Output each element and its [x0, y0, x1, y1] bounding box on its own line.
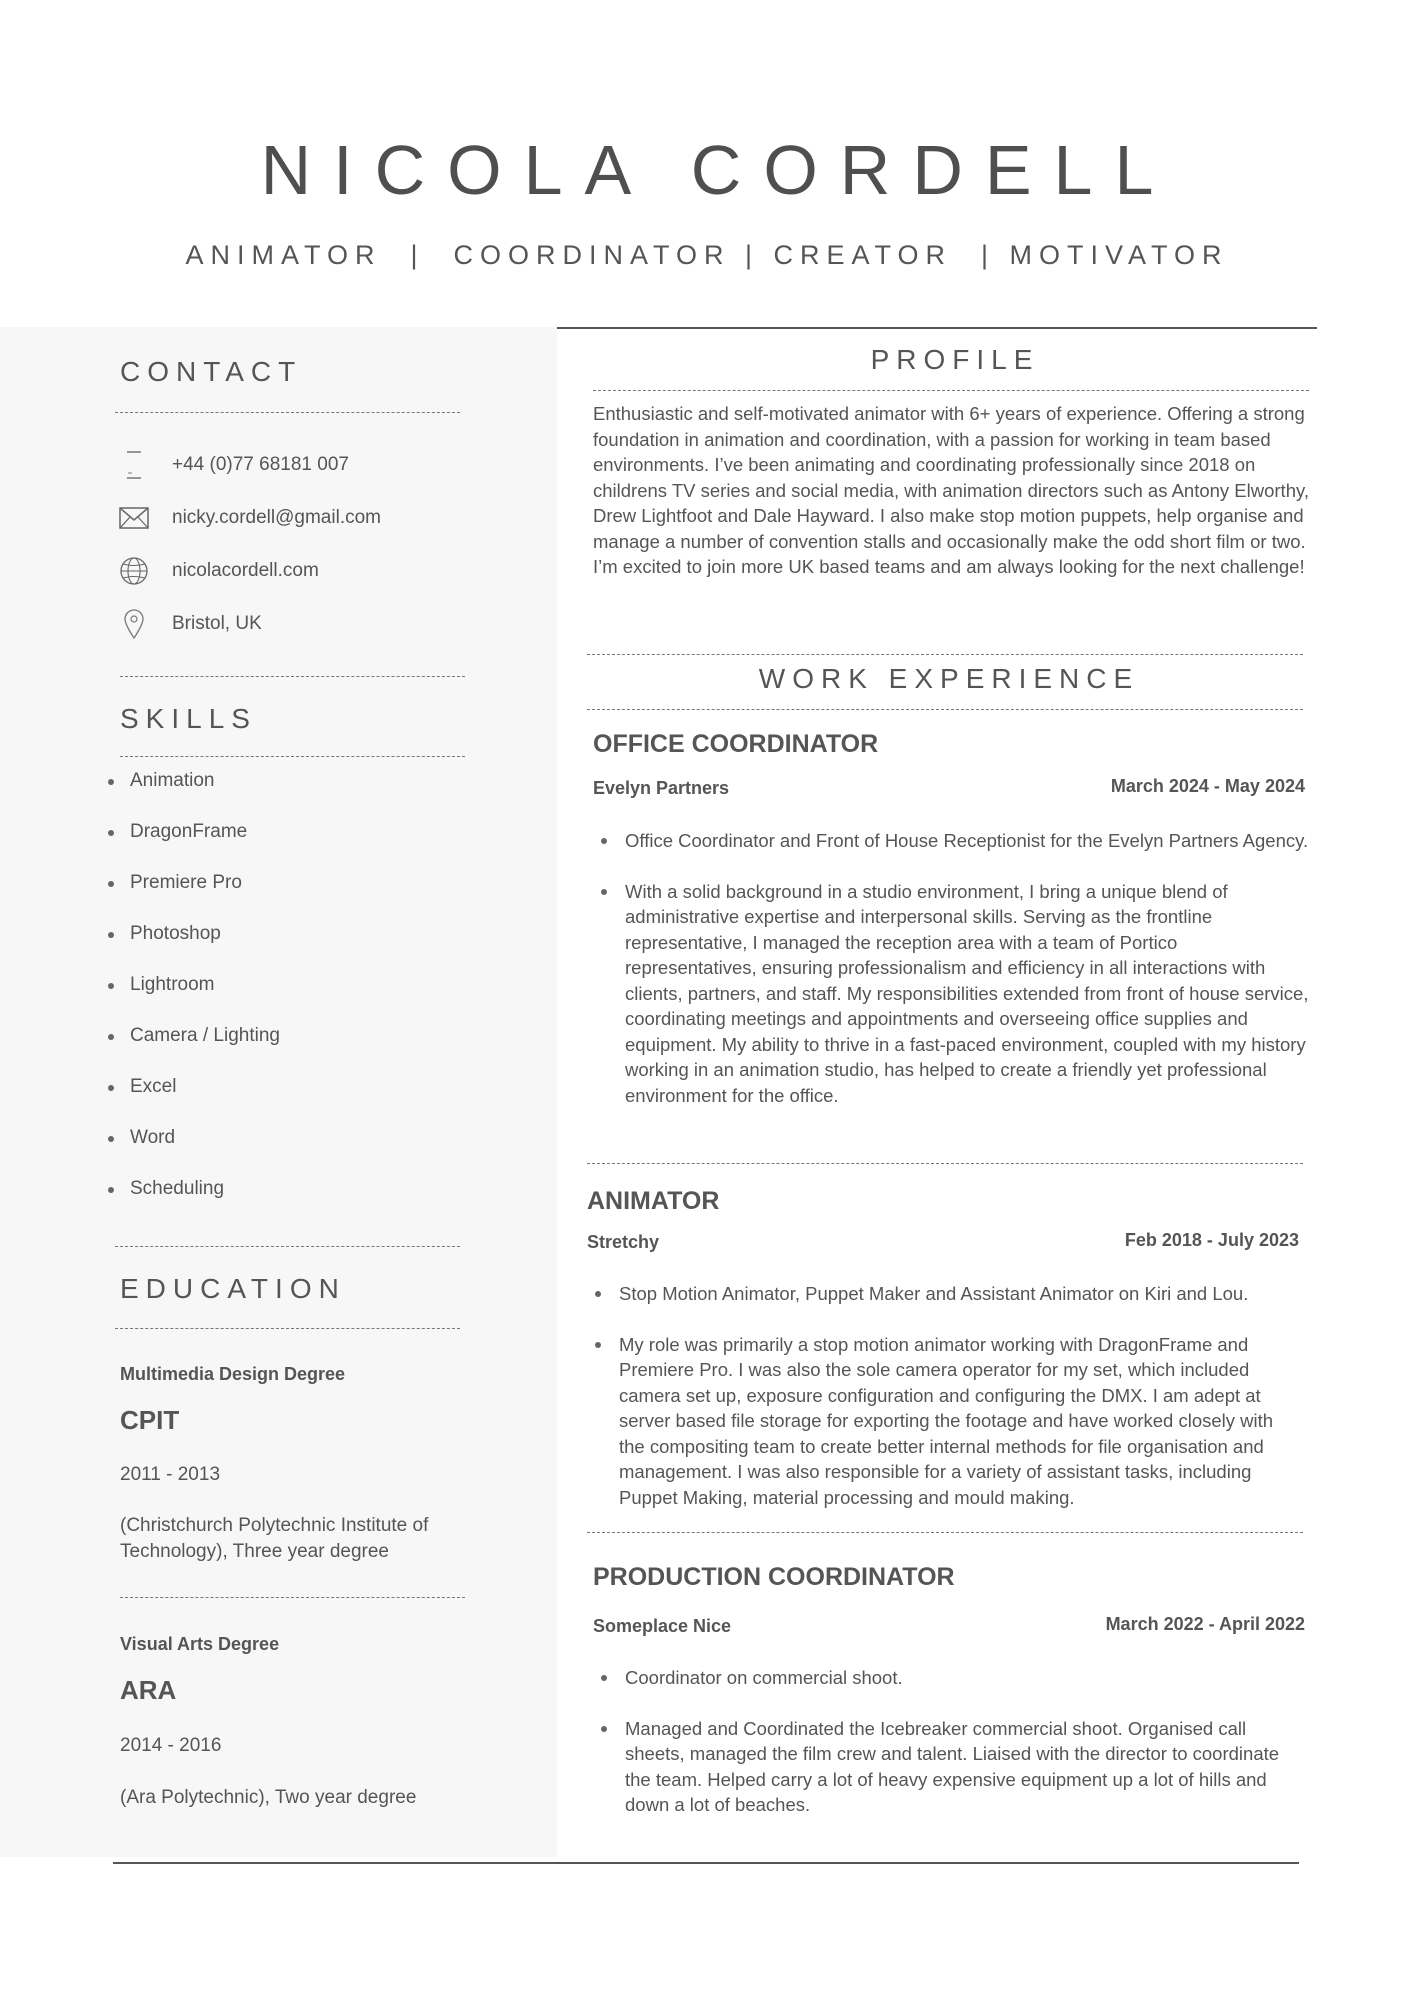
- skills-divider: [120, 756, 465, 757]
- education-degree: Multimedia Design Degree: [120, 1364, 346, 1384]
- education-description: (Ara Polytechnic), Two year degree: [120, 1787, 417, 1808]
- contact-email: [118, 502, 381, 534]
- education-institution: CPIT: [120, 1405, 180, 1435]
- job-company: Evelyn Partners: [593, 778, 730, 798]
- contact-divider: [115, 412, 460, 413]
- profile-paragraph: I’m excited to join more UK based teams and am always looking for the next challenge!: [593, 556, 1305, 577]
- job-bullet: My role was primarily a stop motion animator working with DragonFrame and Premiere Pro. I was also the sole camera operator for my set, which included camera set up, exposure configuration and configuring the DMX. I am adept at server based file storage for exporting the footage and have worked closely with the compositing team to create better internal methods for file organisation and management. I was also responsible for a variety of assistant tasks, including Puppet Making, material processing and mould making.: [587, 1332, 1303, 1511]
- globe-icon: [118, 555, 150, 587]
- contact-heading: CONTACT: [120, 356, 303, 387]
- skill-item: Lightroom: [108, 974, 280, 1025]
- location-text: Bristol, UK: [172, 613, 262, 634]
- map-pin-icon: [118, 608, 150, 640]
- skill-item: Word: [108, 1127, 280, 1178]
- job-bullets: [593, 828, 1309, 1133]
- education-description: (Christchurch Polytechnic Institute of Technology), Three year degree: [120, 1515, 429, 1562]
- education-divider: [115, 1328, 460, 1329]
- profile-bottom-divider: [587, 654, 1303, 655]
- profile-heading: PROFILE: [870, 344, 1040, 375]
- education-heading: EDUCATION: [120, 1273, 346, 1304]
- job-title: PRODUCTION COORDINATOR: [593, 1563, 955, 1591]
- job-title: OFFICE COORDINATOR: [593, 730, 879, 758]
- footer-divider: [113, 1862, 1299, 1864]
- education-years: 2014 - 2016: [120, 1735, 222, 1756]
- job-bullet: Coordinator on commercial shoot.: [593, 1665, 1309, 1691]
- contact-bottom-divider: [120, 676, 465, 677]
- profile-divider: [593, 390, 1309, 391]
- education-years: 2011 - 2013: [120, 1464, 221, 1485]
- skill-item: Scheduling: [108, 1178, 280, 1229]
- job-dates: March 2024 - May 2024: [1110, 776, 1305, 796]
- envelope-icon: [118, 502, 150, 534]
- job-bullets: [593, 1665, 1309, 1843]
- education-degree: Visual Arts Degree: [120, 1634, 280, 1654]
- resume-name: NICOLA CORDELL: [260, 131, 1176, 209]
- skills-heading: SKILLS: [120, 703, 257, 734]
- job-bullets: [587, 1281, 1303, 1535]
- skill-item: DragonFrame: [108, 821, 280, 872]
- contact-phone: [118, 449, 349, 481]
- skill-item: Photoshop: [108, 923, 280, 974]
- job-title: ANIMATOR: [587, 1187, 720, 1215]
- phone-icon: [118, 449, 150, 481]
- job-company: Stretchy: [587, 1232, 660, 1252]
- job-bullet: Stop Motion Animator, Puppet Maker and Assistant Animator on Kiri and Lou.: [587, 1281, 1303, 1307]
- profile-text: [593, 401, 1313, 580]
- resume-tagline: ANIMATOR | COORDINATOR | CREATOR | MOTIVATOR: [185, 240, 1229, 270]
- website-text[interactable]: nicolacordell.com: [172, 560, 319, 581]
- education-institution: ARA: [120, 1675, 177, 1705]
- skill-item: Camera / Lighting: [108, 1025, 280, 1076]
- contact-website: [118, 555, 319, 587]
- job-dates: March 2022 - April 2022: [1105, 1614, 1305, 1634]
- profile-paragraph: Enthusiastic and self-motivated animator with 6+ years of experience. Offering a strong foundation in animation and coordination, with a passion for working in team based environments. I’ve been animating and coordinating professionally since 2018 on childrens TV series and social media, with animation directors such as Antony Elworthy, Drew Lightfoot and Dale Hayward. I also make stop motion puppets, help organise and manage a number of convention stalls and occasionally make the odd short film or two.: [593, 403, 1310, 552]
- job-dates: Feb 2018 - July 2023: [1124, 1230, 1299, 1250]
- skill-item: Animation: [108, 770, 280, 821]
- job-bullet: Office Coordinator and Front of House Receptionist for the Evelyn Partners Agency.: [593, 828, 1309, 854]
- job-divider: [587, 1163, 1303, 1164]
- work-divider: [587, 709, 1303, 710]
- email-text[interactable]: nicky.cordell@gmail.com: [172, 507, 381, 528]
- job-bullet: With a solid background in a studio environment, I bring a unique blend of administrative expertise and interpersonal skills. Serving as the frontline representative, I managed the reception area with a team of Portico representatives, ensuring professionalism and efficiency in all interactions with clients, partners, and staff. My responsibilities extended from front of house service, coordinating meetings and appointments and overseeing office supplies and equipment. My ability to thrive in a fast-paced environment, coupled with my history working in an animation studio, has helped to create a friendly yet professional environment for the office.: [593, 879, 1309, 1109]
- phone-text[interactable]: +44 (0)77 68181 007: [172, 454, 349, 475]
- skills-bottom-divider: [115, 1246, 460, 1247]
- job-divider: [587, 1532, 1303, 1533]
- job-company: Someplace Nice: [593, 1616, 732, 1636]
- job-bullet: Managed and Coordinated the Icebreaker commercial shoot. Organised call sheets, managed the film crew and talent. Liaised with the director to coordinate the team. Helped carry a lot of heavy expensive equipment up a lot of hills and down a lot of beaches.: [593, 1716, 1309, 1818]
- contact-location: [118, 608, 262, 640]
- skill-item: Excel: [108, 1076, 280, 1127]
- work-heading: WORK EXPERIENCE: [758, 663, 1140, 694]
- skills-list: [108, 770, 280, 1229]
- education-entry-divider: [120, 1597, 465, 1598]
- skill-item: Premiere Pro: [108, 872, 280, 923]
